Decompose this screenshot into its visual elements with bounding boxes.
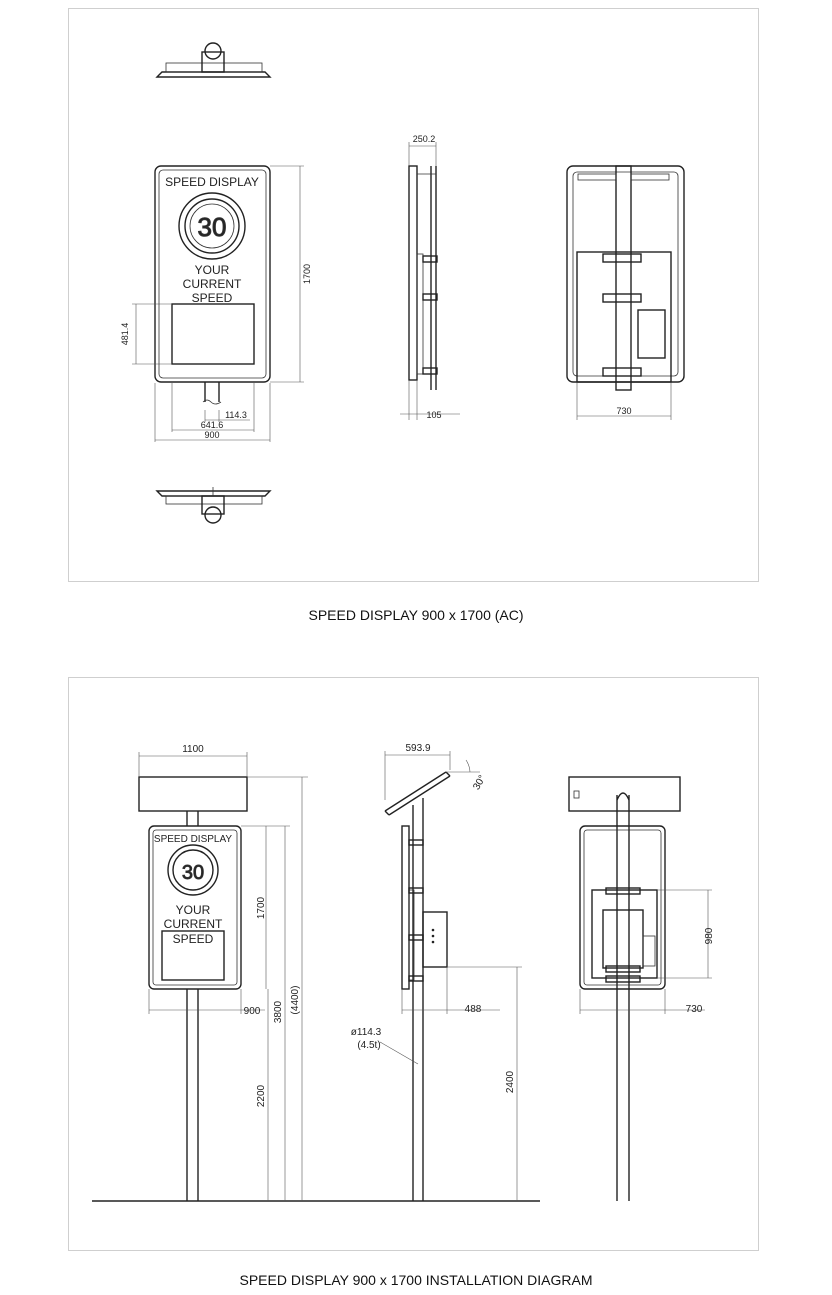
current-text: CURRENT (182, 277, 242, 291)
install-your-text: YOUR (175, 903, 211, 917)
dim-width: 900 (204, 430, 220, 440)
install-current-text: CURRENT (163, 917, 223, 931)
speed-text: SPEED (191, 291, 233, 305)
dim-pole-dia: 114.3 (225, 410, 247, 420)
dim-install-rear-width: 730 (685, 1004, 703, 1015)
top-plan-view (157, 43, 270, 77)
dim-rear-height: 980 (704, 927, 715, 945)
dim-height: 1700 (302, 263, 312, 285)
pole-spec-2: (4.5t) (357, 1040, 381, 1051)
your-text: YOUR (194, 263, 230, 277)
speed-value-text: 30 (197, 212, 227, 242)
dim-solar-depth: 593.9 (405, 743, 431, 754)
dim-rear-width: 730 (616, 406, 632, 416)
dim-angle: 30° (471, 773, 489, 793)
caption-ac: SPEED DISPLAY 900 x 1700 (AC) (308, 607, 524, 623)
rear-view (567, 166, 684, 420)
install-side-view (351, 743, 522, 1201)
bottom-plan-view (157, 487, 270, 523)
pole-spec-1: ø114.3 (350, 1027, 382, 1038)
dim-solar-width: 1100 (182, 744, 204, 755)
dim-side-offset: 105 (426, 410, 442, 420)
dim-pole-span: 641.6 (200, 420, 224, 430)
front-view (155, 166, 270, 404)
caption-installation: SPEED DISPLAY 900 x 1700 INSTALLATION DIAGRAM (239, 1272, 593, 1288)
install-sign-header: SPEED DISPLAY (153, 834, 233, 845)
dim-install-sign-height: 1700 (256, 896, 267, 920)
dim-side-depth: 250.2 (412, 134, 436, 144)
dim-total-height: (4400) (290, 985, 301, 1015)
dim-box-height: 2400 (505, 1070, 516, 1094)
side-view (400, 134, 460, 420)
sign-header-text: SPEED DISPLAY (165, 175, 259, 189)
dim-install-side-offset: 488 (464, 1004, 482, 1015)
install-front-view (139, 777, 247, 1201)
install-speed-value: 30 (181, 862, 205, 884)
dim-install-sign-width: 900 (243, 1006, 261, 1017)
install-rear-view (569, 777, 715, 1201)
install-speed-text: SPEED (172, 932, 214, 946)
dim-clearance: 2200 (256, 1084, 267, 1108)
dim-screen: 481.4 (120, 322, 130, 346)
dim-pole-height: 3800 (273, 1000, 284, 1024)
